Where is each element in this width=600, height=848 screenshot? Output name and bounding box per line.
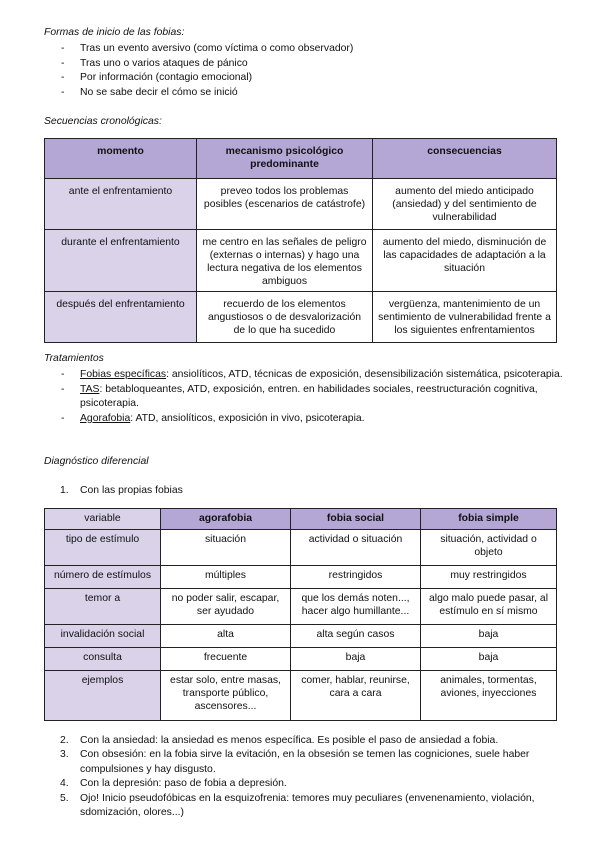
row-header: consulta [45, 648, 161, 671]
row-header: invalidación social [45, 625, 161, 648]
row-header: tipo de estímulo [45, 530, 161, 566]
row-header: después del enfrentamiento [45, 292, 197, 343]
table-row [45, 530, 557, 566]
list-item [44, 383, 564, 412]
row-header: temor a [45, 589, 161, 625]
row-header: durante el enfrentamiento [45, 230, 197, 292]
row-header: ejemplos [45, 671, 161, 721]
term: Agorafobia [80, 412, 131, 424]
item-text: Con las propias fobias [80, 485, 183, 496]
table-cell: animales, tormentas, aviones, inyecciones [421, 671, 557, 721]
list-item [44, 777, 564, 791]
table-cell: baja [421, 648, 557, 671]
table-cell: situación [161, 530, 291, 566]
formas-list [44, 42, 564, 100]
table-row [45, 179, 557, 230]
table-cell: que los demás noten..., hacer algo humillante... [291, 589, 421, 625]
list-item: - Por información (contagio emocional) [44, 71, 564, 86]
row-header: número de estímulos [45, 566, 161, 589]
table-cell: situación, actividad o objeto [421, 530, 557, 566]
table-cell: baja [291, 648, 421, 671]
tratamientos-list [44, 368, 564, 426]
column-header: fobia social [291, 509, 421, 530]
term: Fobias específicas [80, 369, 167, 380]
table-header-row [45, 509, 557, 530]
table-cell: comer, hablar, reunirse, cara a cara [291, 671, 421, 721]
list-item [44, 368, 564, 383]
item-text: Ojo! Inicio pseudofóbicas en la esquizofrenia: temores muy peculiares (envenenamiento, violación, sdomización, olores...) [80, 792, 535, 819]
table-cell: restringidos [291, 566, 421, 589]
diagnostico-first-item [44, 484, 564, 498]
column-header: mecanismo psicológico predominante [197, 139, 373, 179]
diagnostico-more-list [44, 734, 564, 820]
column-header: fobia simple [421, 509, 557, 530]
list-item [44, 484, 564, 498]
table-cell: alta según casos [291, 625, 421, 648]
item-text: Con la depresión: paso de fobia a depresión. [80, 778, 287, 790]
diagnostico-table [44, 508, 557, 721]
table-cell: aumento del miedo, disminución de las capacidades de adaptación a la situación [373, 230, 557, 292]
list-item [44, 734, 564, 748]
table-row [45, 566, 557, 589]
item-number: 2. [60, 735, 69, 746]
list-item [44, 748, 564, 777]
secuencias-table [44, 138, 557, 343]
term: TAS [80, 383, 100, 395]
table-cell: no poder salir, escapar, ser ayudado [161, 589, 291, 625]
item-number: 1. [60, 485, 69, 496]
table-cell: múltiples [161, 566, 291, 589]
list-item [44, 412, 564, 427]
table-cell: recuerdo de los elementos angustiosos o de desvalorización de lo que ha sucedido [197, 292, 373, 343]
table-cell: muy restringidos [421, 566, 557, 589]
table-row [45, 671, 557, 721]
table-row [45, 230, 557, 292]
column-header: momento [45, 139, 197, 179]
column-header: agorafobia [161, 509, 291, 530]
diagnostico-title: Diagnóstico diferencial [44, 456, 149, 467]
formas-title: Formas de inicio de las fobias: [44, 27, 185, 38]
item-number: 5. [60, 792, 69, 804]
table-cell: baja [421, 625, 557, 648]
list-item: - No se sabe decir el cómo se inició [44, 86, 564, 101]
list-item: - Tras un evento aversivo (como víctima o como observador) [44, 42, 564, 57]
item-text: Con la ansiedad: la ansiedad es menos específica. Es posible el paso de ansiedad a fobia. [80, 735, 499, 746]
item-number: 3. [60, 749, 69, 761]
column-header: variable [45, 509, 161, 530]
table-cell: me centro en las señales de peligro (externas o internas) y hago una lectura negativa de los elementos ambiguos [197, 230, 373, 292]
table-row [45, 589, 557, 625]
row-header: ante el enfrentamiento [45, 179, 197, 230]
table-cell: frecuente [161, 648, 291, 671]
table-cell: aumento del miedo anticipado (ansiedad) y del sentimiento de vulnerabilidad [373, 179, 557, 230]
tratamientos-title: Tratamientos [44, 353, 104, 364]
table-cell: vergüenza, mantenimiento de un sentimiento de vulnerabilidad frente a los siguientes enfrentamientos [373, 292, 557, 343]
table-cell: algo malo puede pasar, al estímulo en sí mismo [421, 589, 557, 625]
list-item [44, 792, 564, 821]
table-row [45, 292, 557, 343]
table-cell: estar solo, entre masas, transporte público, ascensores... [161, 671, 291, 721]
table-row [45, 648, 557, 671]
column-header: consecuencias [373, 139, 557, 179]
description: : ansiolíticos, ATD, técnicas de exposición, desensibilización sistemática, psicoterapia. [166, 369, 563, 380]
table-header-row [45, 139, 557, 179]
table-cell: alta [161, 625, 291, 648]
table-cell: actividad o situación [291, 530, 421, 566]
table-cell: preveo todos los problemas posibles (escenarios de catástrofe) [197, 179, 373, 230]
table-row [45, 625, 557, 648]
description: : betabloqueantes, ATD, exposición, entren. en habilidades sociales, reestructuración cognitiva, psicoterapia. [80, 383, 538, 410]
item-number: 4. [60, 778, 69, 790]
item-text: Con obsesión: en la fobia sirve la evitación, en la obsesión se temen las cogniciones, suele haber compulsiones y hay disgusto. [80, 749, 530, 775]
list-item: - Tras uno o varios ataques de pánico [44, 57, 564, 72]
description: : ATD, ansiolíticos, exposición in vivo, psicoterapia. [130, 412, 365, 424]
secuencias-title: Secuencias cronológicas: [44, 116, 162, 127]
